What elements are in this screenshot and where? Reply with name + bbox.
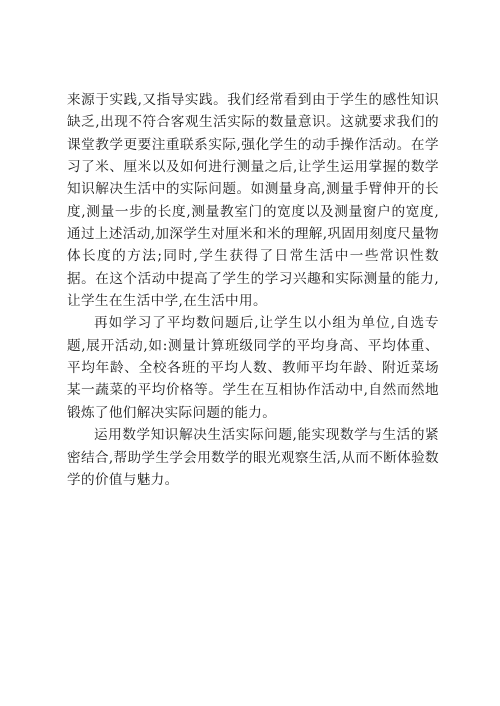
paragraph-average-activity: 再如学习了平均数问题后,让学生以小组为单位,自选专题,展开活动,如:测量计算班级同学的平均身高、平均体重、平均年龄、全校各班的平均人数、教师平均年龄、附近菜场某一蔬菜的平均价格等。学生在互相协作活动中,自然而然地锻炼了他们解决实际问题的能力。: [67, 315, 439, 421]
paragraph-continuation: 来源于实践,又指导实践。我们经常看到由于学生的感性知识缺乏,出现不符合客观生活实际的数量意识。这就要求我们的课堂教学更要注重联系实际,强化学生的动手操作活动。在学习了米、厘米以及如何进行测量之后,让学生运用掌握的数学知识解决生活中的实际问题。如测量身高,测量手臂伸开的长度,测量一步的长度,测量教室门的宽度以及测量窗户的宽度,通过上述活动,加深学生对厘米和米的理解,巩固用刻度尺量物体长度的方法;同时,学生获得了日常生活中一些常识性数据。在这个活动中提高了学生的学习兴趣和实际测量的能力,让学生在生活中学,在生活中用。: [67, 92, 439, 310]
paragraph-conclusion: 运用数学知识解决生活实际问题,能实现数学与生活的紧密结合,帮助学生学会用数学的眼光观察生活,从而不断体验数学的价值与魅力。: [67, 427, 439, 488]
document-body: [67, 89, 439, 491]
